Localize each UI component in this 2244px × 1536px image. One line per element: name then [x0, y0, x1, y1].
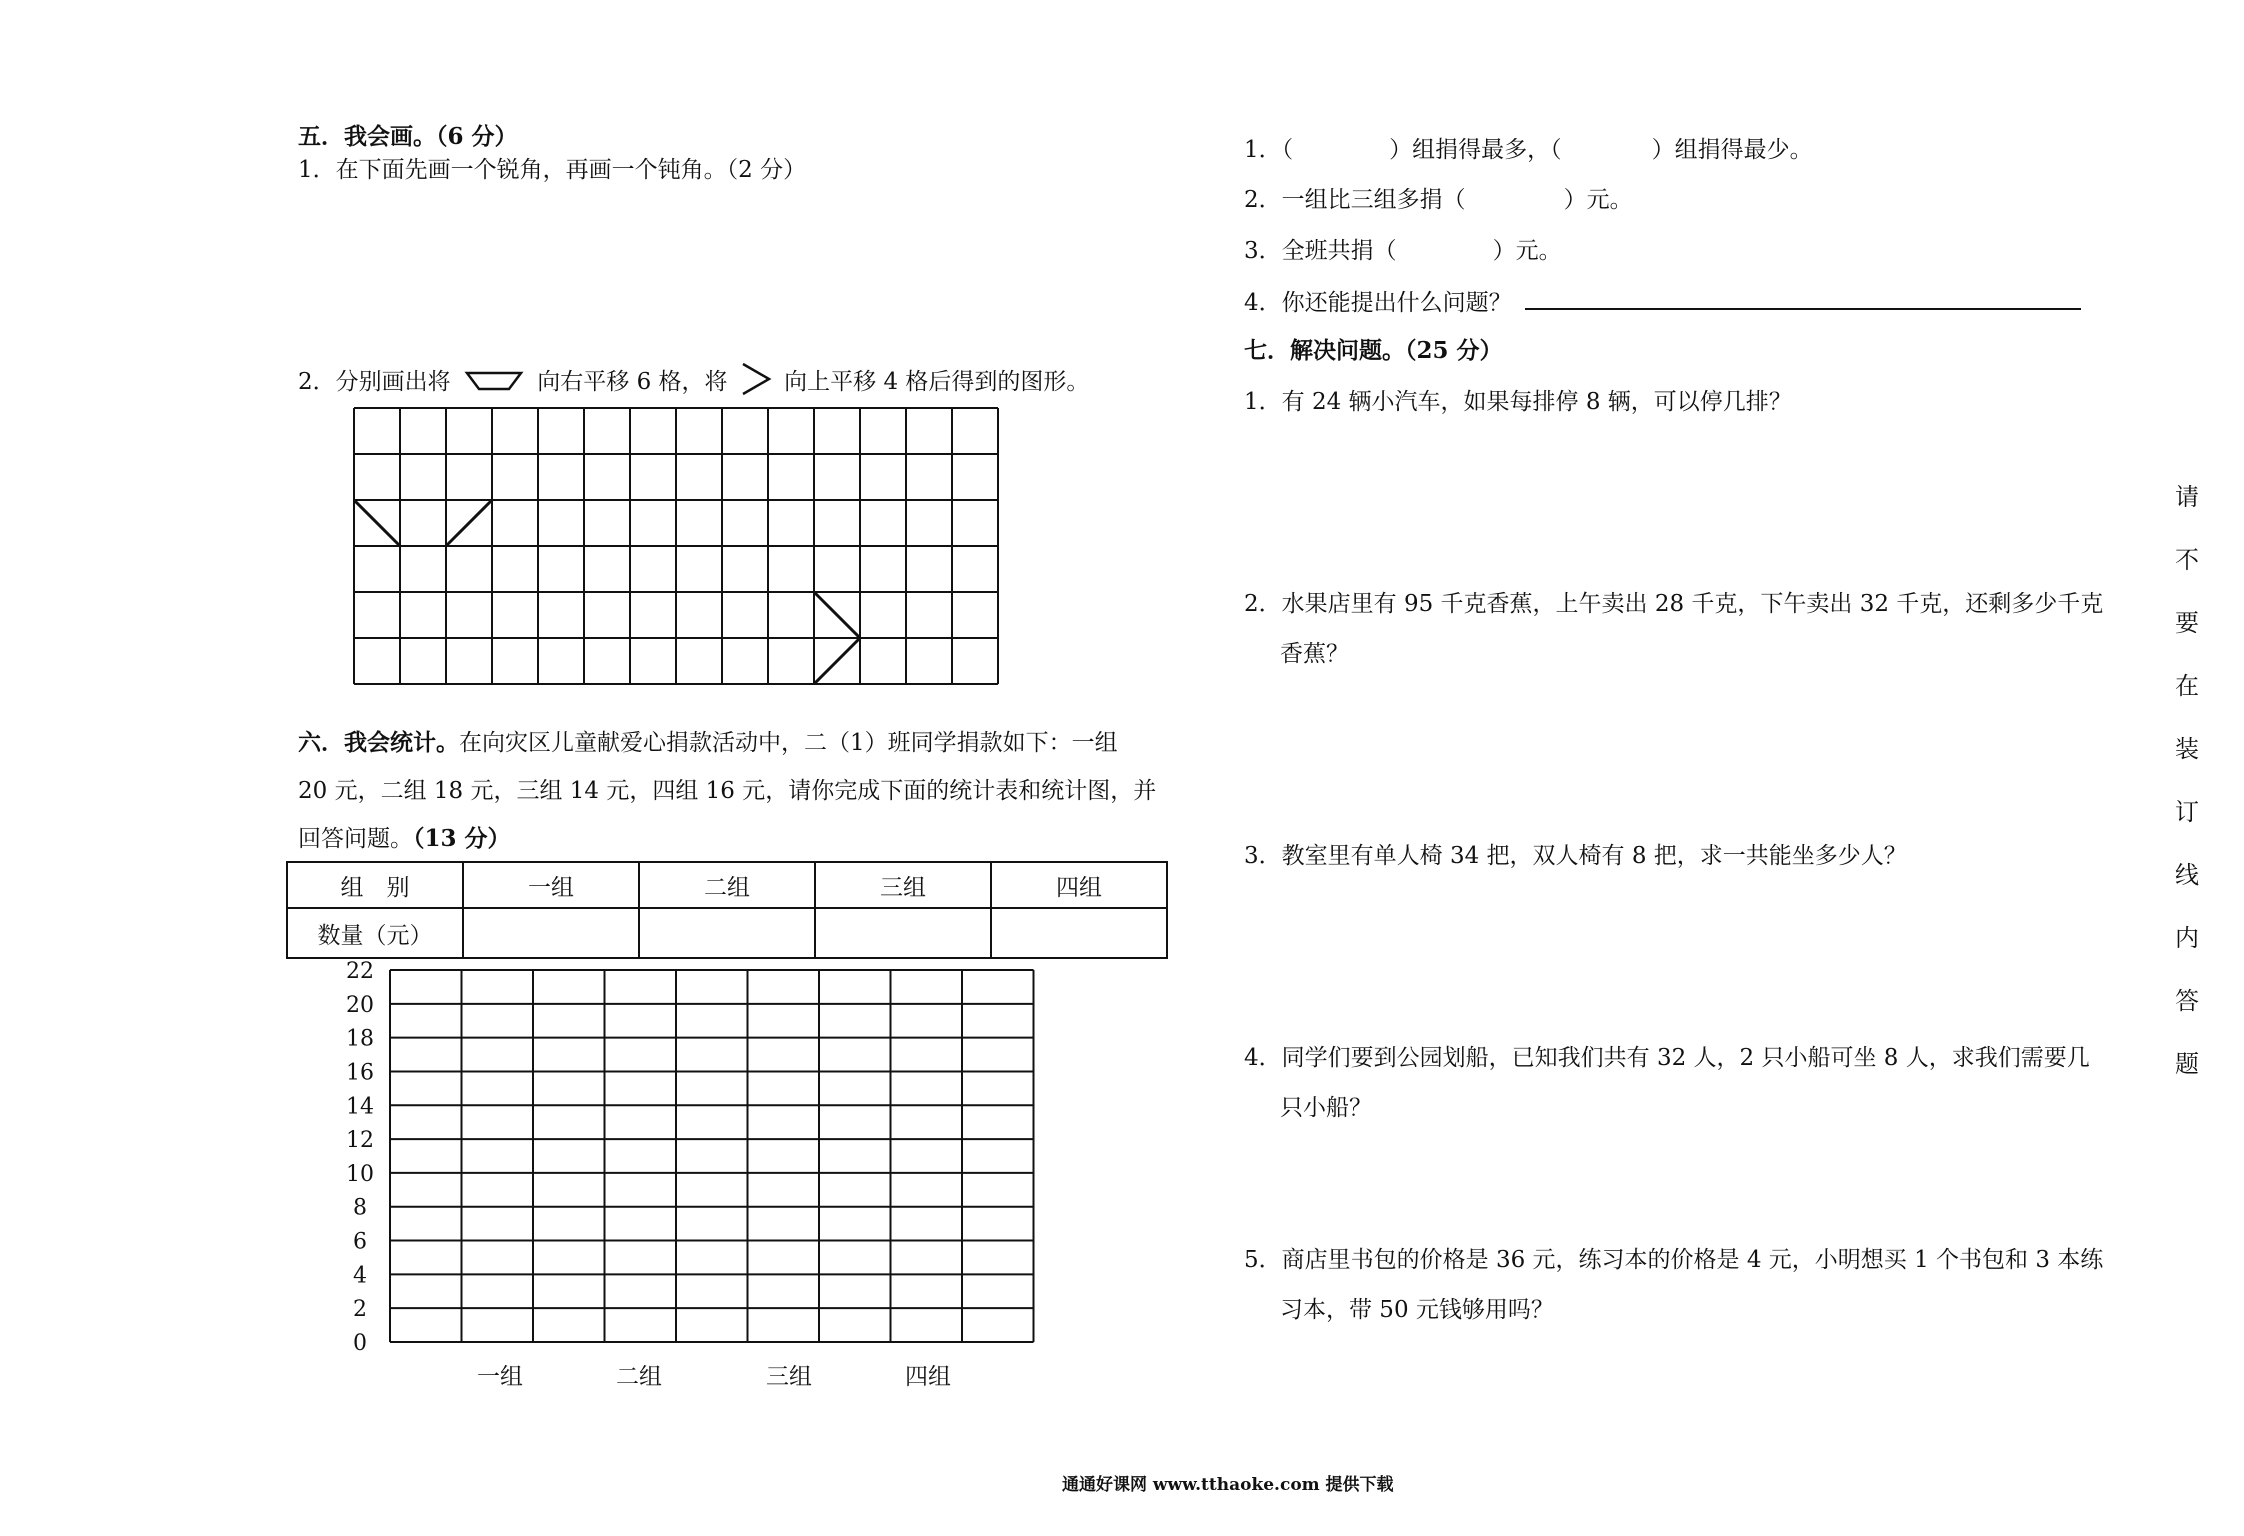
triangle-shape-icon — [739, 361, 773, 397]
side-note-char: 答 — [2175, 987, 2199, 1015]
answer-line[interactable] — [1525, 286, 2081, 310]
stats-question-3 — [1244, 236, 1562, 266]
x-category-label: 四组 — [905, 1364, 951, 1390]
q2-text-part3: 向上平移 4 格后得到的图形。 — [784, 369, 1090, 395]
problem-2-line2: 香蕉？ — [1280, 641, 1349, 667]
trapezoid-left-edge — [354, 500, 400, 546]
table-cell-input-3[interactable] — [815, 908, 991, 958]
table-cell-input-1[interactable] — [463, 908, 639, 958]
section6-intro-line2: 20 元，二组 18 元，三组 14 元，四组 16 元，请你完成下面的统计表和统计图，并 — [298, 778, 1157, 804]
q2-text-part1: 2．分别画出将 — [298, 369, 451, 395]
y-tick-label: 16 — [346, 1060, 374, 1086]
stats-q3-text-b: ）元。 — [1492, 238, 1562, 264]
side-note-char: 订 — [2175, 798, 2199, 826]
stats-question-2 — [1244, 185, 1633, 215]
table-row-label: 数量（元） — [287, 908, 463, 958]
section5-heading: 五．我会画。（6 分） — [298, 123, 518, 150]
side-note-char: 请 — [2175, 483, 2199, 511]
problem-5-line1: 5．商店里书包的价格是 36 元，练习本的价格是 4 元，小明想买 1 个书包和 3 本练 — [1244, 1247, 2104, 1273]
side-note-char: 在 — [2175, 672, 2199, 700]
section6-heading: 六．我会统计。 — [298, 729, 459, 756]
y-tick-label: 4 — [353, 1263, 367, 1289]
side-note-char: 装 — [2175, 735, 2199, 763]
stats-q4-text: 4．你还能提出什么问题？ — [1244, 290, 1512, 316]
bar-chart[interactable] — [330, 960, 1050, 1400]
table-header-3: 三组 — [815, 862, 991, 908]
triangle-upper-edge — [814, 592, 860, 638]
section5-question-2 — [298, 361, 1089, 397]
section7-heading: 七．解决问题。（25 分） — [1244, 337, 1503, 364]
y-tick-label: 2 — [353, 1297, 367, 1323]
side-note-char: 内 — [2175, 924, 2199, 952]
section6-score: （13 分） — [413, 825, 511, 852]
trapezoid-right-edge — [446, 500, 492, 546]
stats-q1-text-c: ）组捐得最少。 — [1651, 137, 1813, 163]
stats-question-4 — [1244, 286, 2081, 318]
stats-q1-text-b: ）组捐得最多，（ — [1389, 137, 1562, 163]
stats-q2-text-b: ）元。 — [1563, 187, 1633, 213]
q2-text-part2: 向右平移 6 格，将 — [537, 369, 728, 395]
problem-1: 1．有 24 辆小汽车，如果每排停 8 辆，可以停几排？ — [1244, 389, 1792, 415]
x-category-label: 三组 — [766, 1364, 812, 1390]
stats-q1-text-a: 1．（ — [1244, 137, 1294, 163]
stats-q3-text-a: 3．全班共捐（ — [1244, 238, 1397, 264]
problem-5-line2: 习本，带 50 元钱够用吗？ — [1280, 1297, 1554, 1323]
table-header-group: 组 别 — [287, 862, 463, 908]
y-tick-label: 18 — [346, 1026, 374, 1052]
x-category-label: 二组 — [616, 1364, 662, 1390]
table-header-row — [287, 862, 1167, 908]
side-note-char: 要 — [2175, 609, 2199, 637]
table-header-2: 二组 — [639, 862, 815, 908]
section6-intro-line1 — [298, 728, 1118, 758]
section5-question-1: 1．在下面先画一个锐角，再画一个钝角。（2 分） — [298, 157, 807, 183]
x-category-label: 一组 — [477, 1364, 523, 1390]
triangle-lower-edge — [814, 638, 860, 684]
y-tick-label: 22 — [346, 960, 374, 984]
side-note-char: 题 — [2175, 1050, 2199, 1078]
table-header-4: 四组 — [991, 862, 1167, 908]
table-cell-input-2[interactable] — [639, 908, 815, 958]
footer-text: 通通好课网 www.tthaoke.com 提供下载 — [1062, 1475, 1394, 1495]
table-row — [287, 908, 1167, 958]
donation-table — [286, 861, 1168, 959]
section6-intro-line3 — [298, 824, 511, 854]
y-tick-label: 0 — [353, 1331, 367, 1356]
problem-4-line1: 4．同学们要到公园划船，已知我们共有 32 人，2 只小船可坐 8 人，求我们需要几 — [1244, 1045, 2090, 1071]
stats-q2-text-a: 2．一组比三组多捐（ — [1244, 187, 1466, 213]
section6-text-1: 在向灾区儿童献爱心捐款活动中，二（1）班同学捐款如下：一组 — [459, 730, 1118, 756]
problem-2-line1: 2．水果店里有 95 千克香蕉，上午卖出 28 千克，下午卖出 32 千克，还剩多少千克 — [1244, 591, 2104, 617]
table-header-1: 一组 — [463, 862, 639, 908]
y-tick-label: 20 — [346, 992, 374, 1018]
y-tick-label: 14 — [346, 1094, 374, 1120]
problem-4-line2: 只小船？ — [1280, 1095, 1372, 1121]
problem-3: 3．教室里有单人椅 34 把，双人椅有 8 把，求一共能坐多少人？ — [1244, 843, 1907, 869]
translation-grid[interactable] — [352, 407, 1004, 685]
y-tick-label: 8 — [353, 1195, 367, 1221]
side-note-char: 不 — [2175, 546, 2199, 574]
side-note-char: 线 — [2175, 861, 2199, 889]
y-tick-label: 6 — [353, 1229, 367, 1255]
y-tick-label: 10 — [346, 1161, 374, 1187]
trapezoid-shape-icon — [464, 369, 524, 393]
stats-question-1 — [1244, 135, 1813, 165]
section6-text-3: 回答问题。 — [298, 826, 413, 852]
y-tick-label: 12 — [346, 1128, 374, 1154]
table-cell-input-4[interactable] — [991, 908, 1167, 958]
